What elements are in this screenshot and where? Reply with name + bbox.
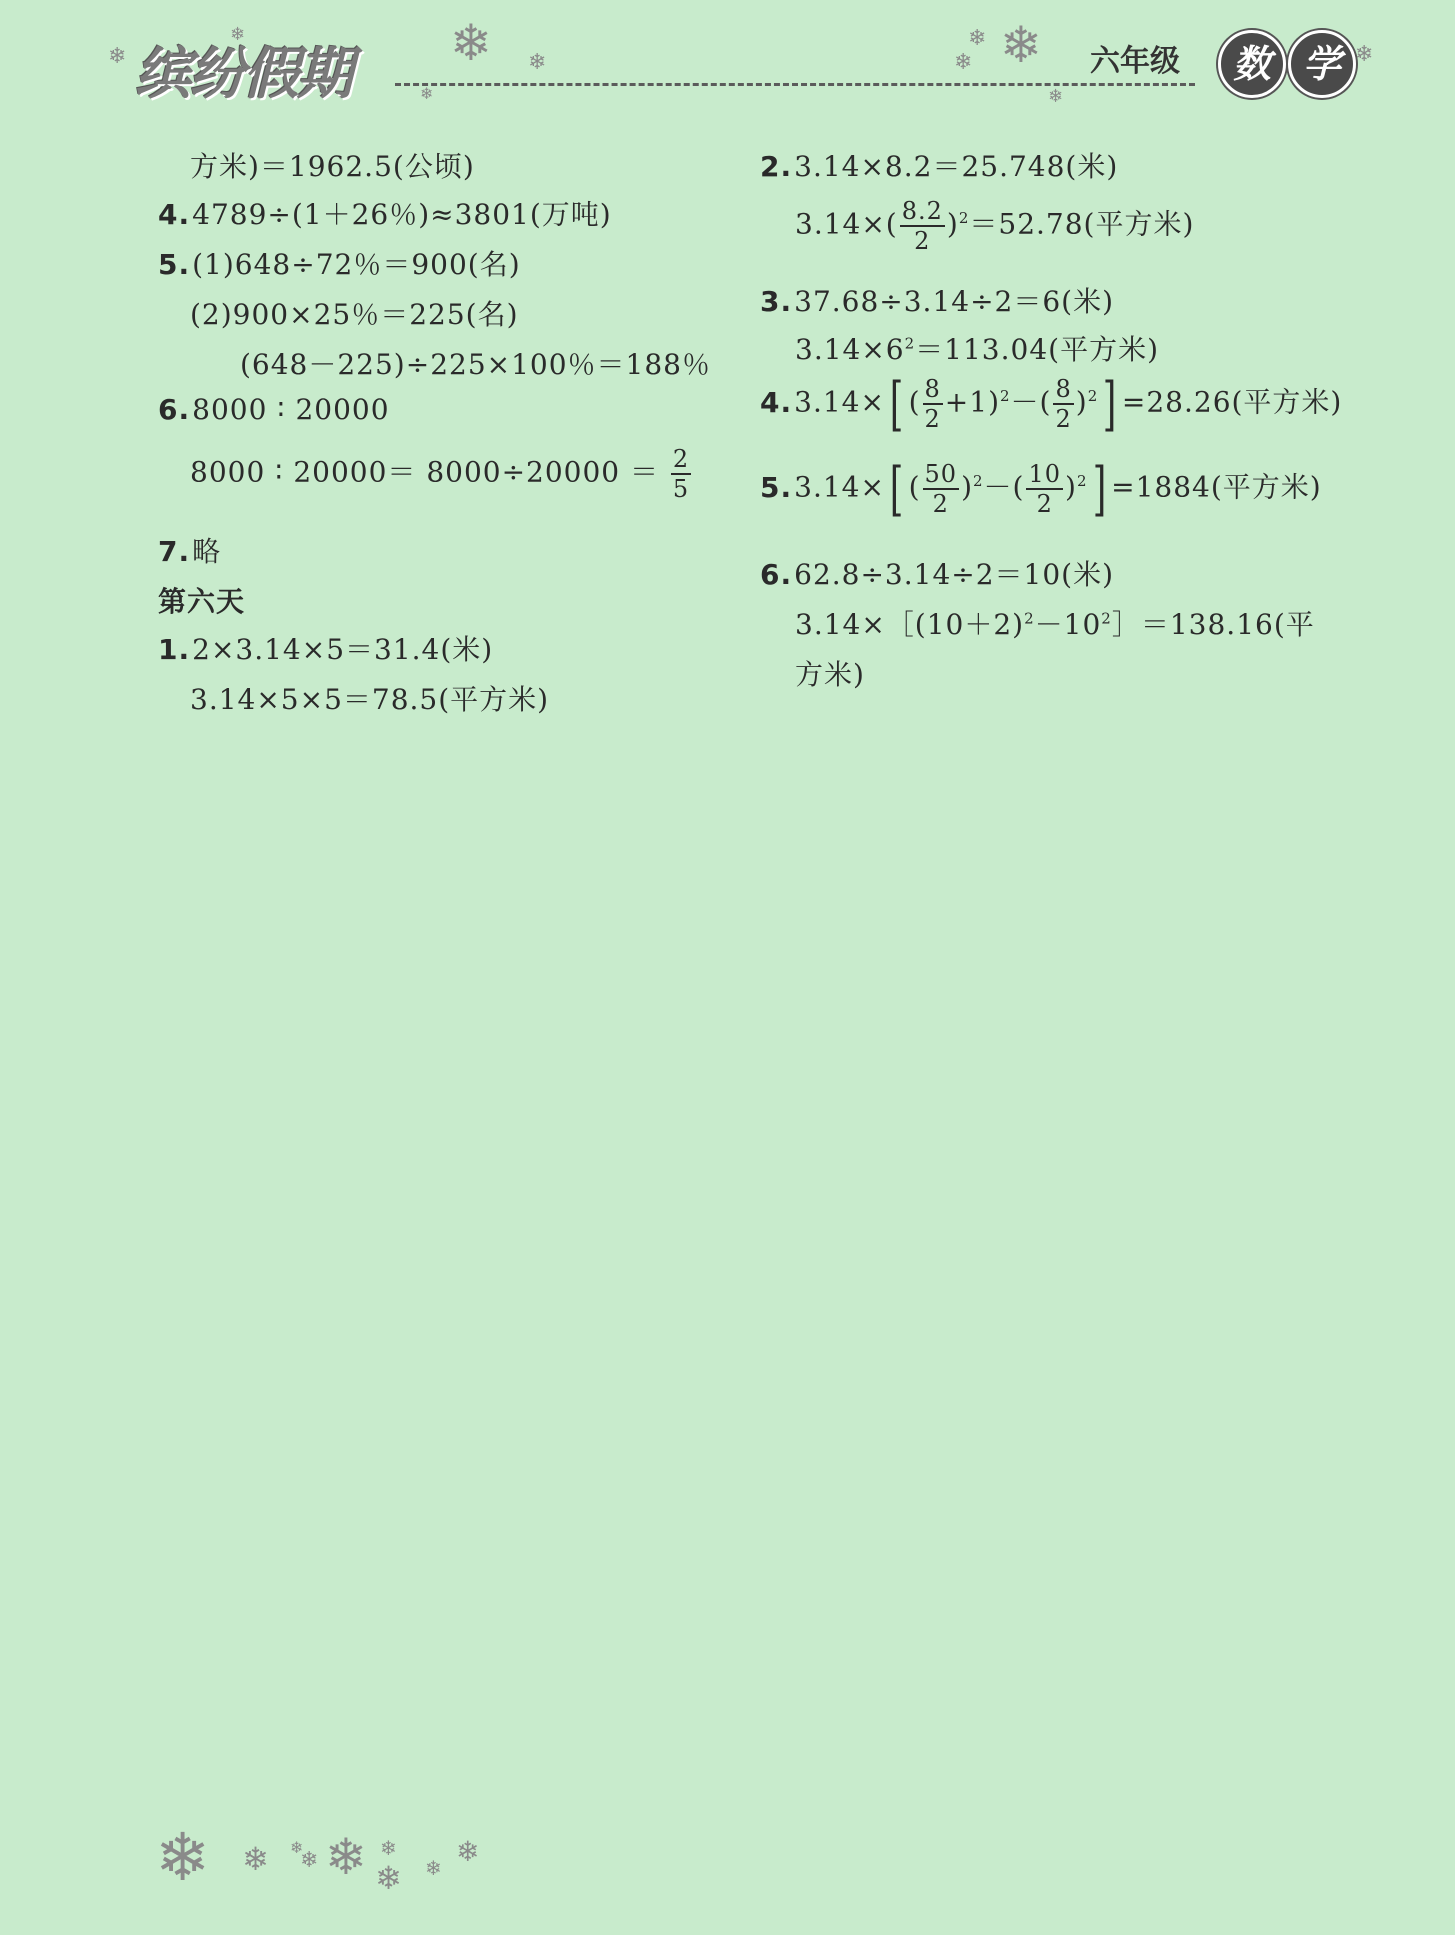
bracket: [ <box>889 455 904 523</box>
snowflake-icon: ❄ <box>968 26 987 51</box>
answer-line: (2)900×25％＝225(名) <box>190 298 519 331</box>
snowflake-icon: ❄ <box>420 84 434 103</box>
answer-1: 1.2×3.14×5＝31.4(米) <box>158 633 494 666</box>
fraction: $\frac{50}{2}$ <box>924 460 958 518</box>
fraction: $\frac{8}{2}$ <box>924 375 941 433</box>
snowflake-icon: ❄ <box>450 14 492 72</box>
fraction: $\frac{2}{5}$ <box>672 445 690 503</box>
grade-label: 六年级 <box>1090 44 1180 79</box>
header-divider <box>395 83 1195 86</box>
answer-4: 4.4789÷(1＋26％)≈3801(万吨) <box>158 198 612 231</box>
snowflake-icon: ❄ <box>456 1835 480 1868</box>
snowflake-icon: ❄ <box>375 1859 402 1897</box>
answer-4-right: 4.3.14×[ ( $\frac{8}{2}$ +1)$^2$－( $\frac{8}{2}$ )$^2$] =28.26(平方米) <box>760 370 1343 438</box>
snowflake-icon: ❄ <box>108 44 127 69</box>
answer-2: 2.3.14×8.2＝25.748(米) <box>760 150 1119 183</box>
snowflake-icon: ❄ <box>325 1828 367 1886</box>
answer-line: 8000 ∶ 20000＝ 8000÷20000 ＝ $\frac{2}{5}$ <box>190 445 690 503</box>
snowflake-icon: ❄ <box>1048 86 1064 107</box>
answer-line: 3.14×5×5＝78.5(平方米) <box>190 683 550 716</box>
snowflake-icon: ❄ <box>242 1840 269 1878</box>
answer-line: (648－225)÷225×100％＝188％ <box>240 348 711 381</box>
answer-line: 3.14×( $\frac{8.2}{2}$ )$^2$＝52.78(平方米) <box>795 197 1195 255</box>
subject-badge-1: 数 <box>1218 30 1286 98</box>
page-header <box>0 0 1455 110</box>
answer-6: 6.8000 ∶ 20000 <box>158 393 390 426</box>
bracket: ] <box>1102 370 1118 438</box>
snowflake-icon: ❄ <box>1355 42 1374 67</box>
answer-line: $3.14\times 6^2=113.04$(平方米) <box>795 333 1159 366</box>
snowflake-icon: ❄ <box>380 1836 397 1860</box>
bracket: ] <box>1092 455 1107 523</box>
subject-badge-2: 学 <box>1288 30 1356 98</box>
fraction: $\frac{8.2}{2}$ <box>901 197 943 255</box>
answer-5-right: 5.3.14×[ ( $\frac{50}{2}$ )$^2$－( $\frac{10}{2}$ )$^2$] =1884(平方米) <box>760 455 1322 523</box>
snowflake-icon: ❄ <box>155 1819 211 1896</box>
section-heading: 第六天 <box>158 585 246 618</box>
answer-5: 5.(1)648÷72％＝900(名) <box>158 248 521 281</box>
brand-logo: 缤纷假期 <box>135 41 351 107</box>
fraction: $\frac{10}{2}$ <box>1028 460 1062 518</box>
snowflake-icon: ❄ <box>954 50 973 75</box>
snowflake-icon: ❄ <box>425 1856 442 1880</box>
snowflake-icon: ❄ <box>528 50 547 75</box>
answer-3: 3.37.68÷3.14÷2＝6(米) <box>760 285 1115 318</box>
snowflake-icon: ❄ <box>230 24 246 45</box>
answer-6-right: 6.62.8÷3.14÷2＝10(米) <box>760 558 1115 591</box>
answer-line: 方米) <box>795 658 865 691</box>
answer-line: $3.14\times[(10+2)^2-10^2]=138.16$(平 <box>795 608 1315 641</box>
answer-7: 7.略 <box>158 535 222 568</box>
fraction: $\frac{8}{2}$ <box>1055 375 1072 433</box>
snowflake-icon: ❄ <box>1000 16 1042 74</box>
snowflake-icon: ❄ <box>300 1848 319 1873</box>
bracket: [ <box>889 370 904 438</box>
answer-line: 方米)＝1962.5(公顷) <box>190 150 475 183</box>
snowflake-icon: ❄ <box>290 1838 304 1857</box>
